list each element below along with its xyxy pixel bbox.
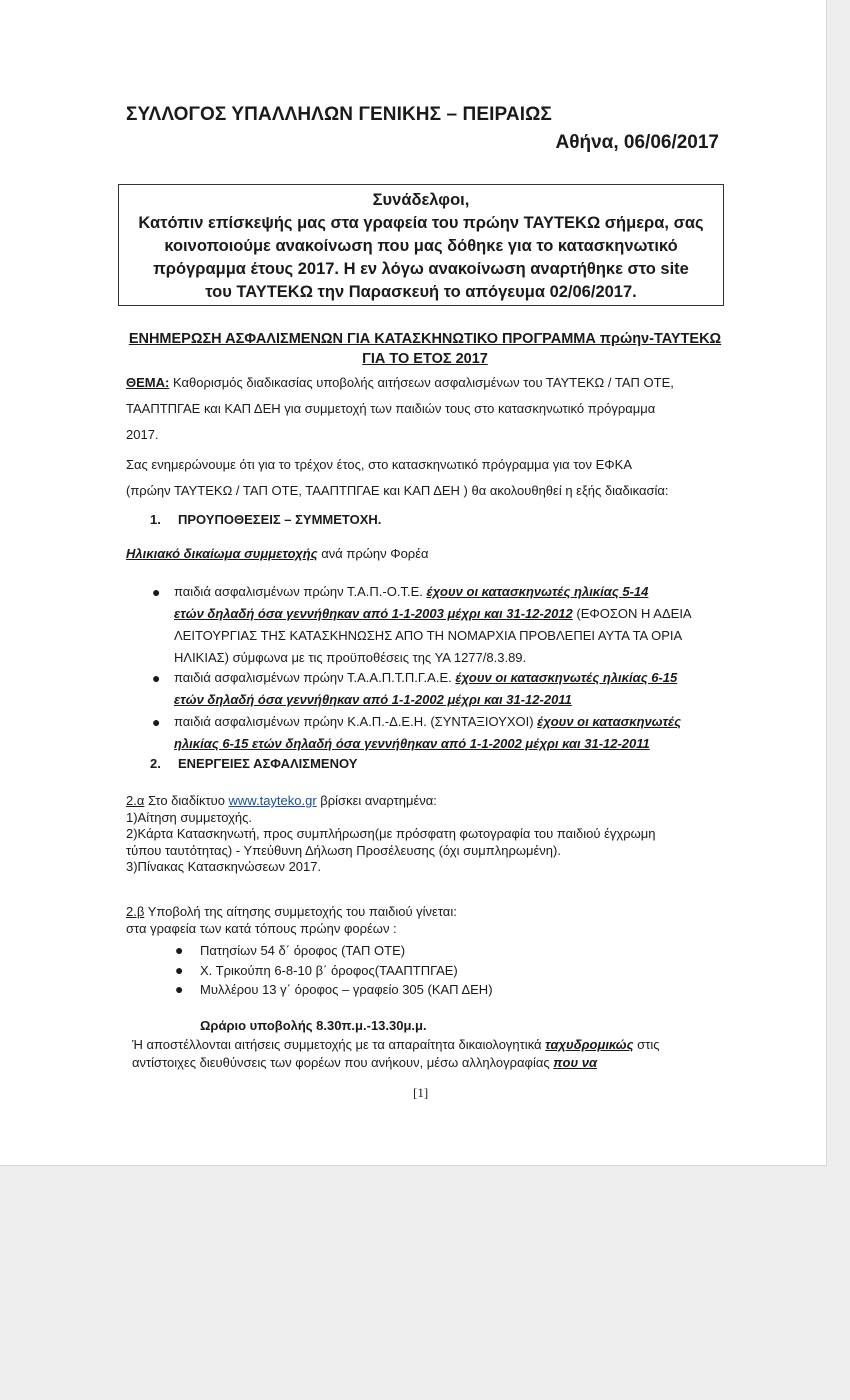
subject-paragraph [126, 370, 718, 448]
bullet-text: παιδιά ασφαλισμένων πρώην Τ.Α.Π.-Ο.Τ.Ε. [174, 584, 427, 599]
submission-hours: Ωράριο υποβολής 8.30π.μ.-13.30μ.μ. [200, 1018, 427, 1033]
section-2a [126, 793, 726, 876]
closing-paragraph [132, 1036, 720, 1072]
office-item [175, 980, 700, 1000]
notice-line: κοινοποιούμε ανακοίνωση που μας δόθηκε για το κατασκηνωτικό [164, 237, 678, 255]
bullet-text: ΗΛΙΚΙΑΣ) σύμφωνα με τις προϋποθέσεις της ΥΑ 1277/8.3.89. [174, 650, 527, 665]
office-item [175, 941, 700, 961]
section-2-number: 2. [150, 756, 161, 771]
age-right-line [126, 546, 429, 561]
section-2b-text: στα γραφεία των κατά τόπους πρώην φορέων : [126, 920, 397, 936]
document-item: τύπου ταυτότητας) - Υπεύθυνη Δήλωση Προσέλευσης (όχι συμπληρωμένη). [126, 842, 561, 858]
intro-text: (πρώην ΤΑΥΤΕΚΩ / ΤΑΠ ΟΤΕ, ΤΑΑΠΤΠΓΑΕ και ΚΑΠ ΔΕΗ ) θα ακολουθηθεί η εξής διαδικασία: [126, 483, 669, 498]
page-number: [1] [413, 1085, 429, 1100]
bullet-emphasis: έχουν οι κατασκηνωτές ηλικίας 6-15 [455, 670, 678, 685]
heading-line: ΓΙΑ ΤΟ ΕΤΟΣ 2017 [362, 351, 488, 367]
office-address: Χ. Τρικούπη 6-8-10 β΄ όροφος(ΤΑΑΠΤΠΓΑΕ) [200, 962, 458, 978]
bullet-icon: ● [175, 981, 184, 997]
section-2b-label: 2.β [126, 904, 145, 919]
section-1-number: 1. [150, 512, 161, 527]
office-item [175, 961, 700, 981]
closing-text: Ή αποστέλλονται αιτήσεις συμμετοχής με τα απαραίτητα δικαιολογητικά [132, 1037, 546, 1052]
document-item: 2)Κάρτα Κατασκηνωτή, προς συμπλήρωση(με πρόσφατη φωτογραφία του παιδιού έγχρωμη [126, 826, 656, 841]
closing-emphasis: που να [553, 1055, 598, 1070]
notice-line: Κατόπιν επίσκεψής μας στα γραφεία του πρώην ΤΑΥΤΕΚΩ σήμερα, σας [138, 214, 704, 232]
section-2a-text: βρίσκει αναρτημένα: [316, 793, 437, 808]
section-2b-text: Υποβολή της αίτησης συμμετοχής του παιδιού γίνεται: [144, 904, 457, 919]
bullet-text: ΛΕΙΤΟΥΡΓΙΑΣ ΤΗΣ ΚΑΤΑΣΚΗΝΩΣΗΣ ΑΠΟ ΤΗ ΝΟΜΑΡΧΙΑ ΠΡΟΒΛΕΠΕΙ ΑΥΤΑ ΤΑ ΟΡΙΑ [174, 628, 683, 643]
subject-text: Καθορισμός διαδικασίας υποβολής αιτήσεων ασφαλισμένων του ΤΑΥΤΕΚΩ / ΤΑΠ ΟΤΕ, [169, 375, 674, 390]
notice-line: πρόγραμμα έτους 2017. Η εν λόγω ανακοίνωση αναρτήθηκε στο site [153, 260, 689, 278]
eligibility-bullet [152, 667, 722, 711]
bullet-text: (ΕΦΟΣΟΝ Η ΑΔΕΙΑ [572, 606, 692, 621]
closing-text: αντίστοιχες διευθύνσεις των φορέων που ανήκουν, μέσω αλληλογραφίας [132, 1055, 554, 1070]
bullet-emphasis: ηλικίας 6-15 ετών δηλαδή όσα γεννήθηκαν από 1-1-2002 μέχρι και 31-12-2011 [174, 736, 650, 751]
eligibility-bullet [152, 711, 722, 755]
intro-text: Σας ενημερώνουμε ότι για το τρέχον έτος, στο κατασκηνωτικό πρόγραμμα για τον ΕΦΚΑ [126, 457, 632, 472]
bullet-icon: ● [152, 670, 161, 686]
bullet-icon: ● [175, 961, 184, 978]
bullet-text: παιδιά ασφαλισμένων πρώην Τ.Α.Α.Π.Τ.Π.Γ.Α.Ε. [174, 670, 456, 685]
office-address: Μυλλέρου 13 γ΄ όροφος – γραφείο 305 (ΚΑΠ ΔΕΗ) [200, 982, 493, 997]
bullet-emphasis: έχουν οι κατασκηνωτές ηλικίας 5-14 [426, 584, 649, 599]
age-right-label: Ηλικιακό δικαίωμα συμμετοχής [126, 546, 318, 561]
notice-box [118, 184, 724, 306]
office-list [175, 941, 700, 1000]
closing-text: στις [633, 1037, 660, 1052]
heading-line: ΕΝΗΜΕΡΩΣΗ ΑΣΦΑΛΙΣΜΕΝΩΝ ΓΙΑ ΚΑΤΑΣΚΗΝΩΤΙΚΟ ΠΡΟΓΡΑΜΜΑ πρώην-ΤΑΥΤΕΚΩ [128, 331, 722, 347]
subject-text: 2017. [126, 427, 159, 442]
intro-paragraph [126, 452, 726, 504]
eligibility-bullet [152, 581, 722, 669]
subject-label: ΘΕΜΑ: [126, 375, 170, 390]
bullet-icon: ● [152, 714, 161, 730]
section-2a-text: Στο διαδίκτυο [144, 793, 229, 808]
bullet-emphasis: ετών δηλαδή όσα γεννήθηκαν από 1-1-2003 μέχρι και 31-12-2012 [174, 606, 573, 621]
closing-emphasis: ταχυδρομικώς [545, 1037, 634, 1052]
section-2a-label: 2.α [126, 793, 145, 808]
organization-title: ΣΥΛΛΟΓΟΣ ΥΠΑΛΛΗΛΩΝ ΓΕΝΙΚΗΣ – ΠΕΙΡΑΙΩΣ [126, 104, 552, 125]
bullet-emphasis: έχουν οι κατασκηνωτές [537, 714, 682, 729]
bullet-emphasis: ετών δηλαδή όσα γεννήθηκαν από 1-1-2002 μέχρι και 31-12-2011 [174, 692, 572, 707]
announcement-heading [125, 329, 725, 369]
document-date: Αθήνα, 06/06/2017 [555, 132, 719, 153]
subject-text: ΤΑΑΠΤΠΓΑΕ και ΚΑΠ ΔΕΗ για συμμετοχή των παιδιών τους στο κατασκηνωτικό πρόγραμμα [126, 401, 656, 416]
bullet-text: παιδιά ασφαλισμένων πρώην Κ.Α.Π.-Δ.Ε.Η. (ΣΥΝΤΑΞΙΟΥΧΟΙ) [174, 714, 538, 729]
office-address: Πατησίων 54 δ΄ όροφος (ΤΑΠ ΟΤΕ) [200, 943, 406, 958]
notice-line: του ΤΑΥΤΕΚΩ την Παρασκευή το απόγευμα 02/06/2017. [205, 283, 637, 301]
section-2b [126, 904, 726, 937]
notice-greeting: Συνάδελφοι, [372, 191, 470, 209]
bullet-icon: ● [175, 942, 184, 958]
section-1-title: ΠΡΟΥΠΟΘΕΣΕΙΣ – ΣΥΜΜΕΤΟΧΗ. [178, 512, 382, 527]
section-2-title: ΕΝΕΡΓΕΙΕΣ ΑΣΦΑΛΙΣΜΕΝΟΥ [178, 756, 358, 771]
bullet-icon: ● [152, 584, 161, 600]
document-item: 3)Πίνακας Κατασκηνώσεων 2017. [126, 859, 322, 874]
document-item: 1)Αίτηση συμμετοχής. [126, 809, 253, 825]
age-right-suffix: ανά πρώην Φορέα [317, 546, 429, 561]
website-link[interactable]: www.tayteko.gr [228, 793, 317, 808]
